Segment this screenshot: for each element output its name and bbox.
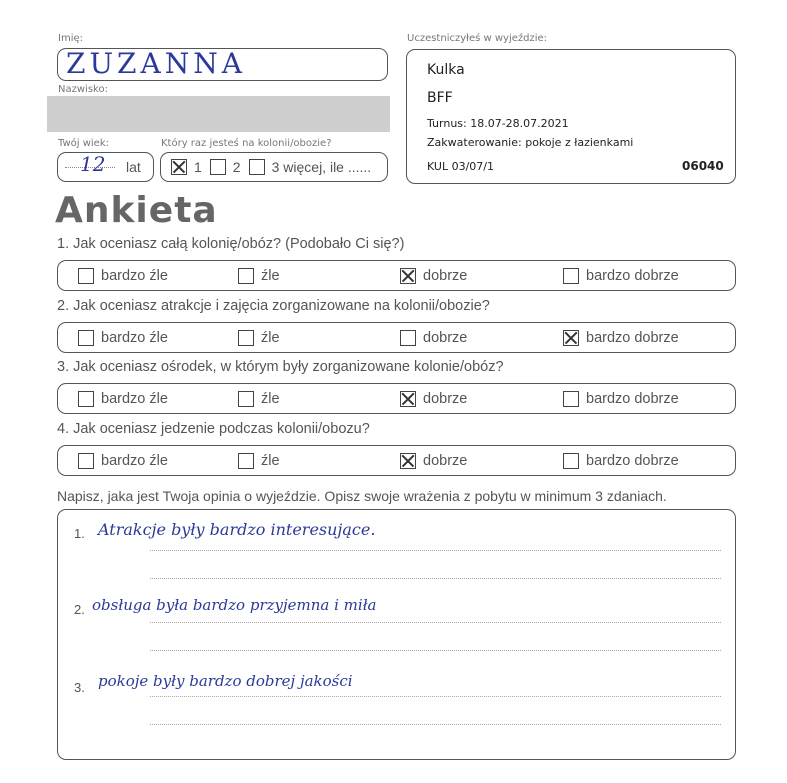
trip-group: BFF [427,90,453,106]
question-1-option-3[interactable] [400,259,467,293]
opinion-number-1: 1. [74,526,85,541]
checkbox[interactable] [78,268,94,284]
opinion-text-2: obsługa była bardzo przyjemna i miła [92,596,377,614]
camp-count-label: Który raz jesteś na kolonii/obozie? [161,138,332,149]
age-label: Twój wiek: [58,138,109,149]
question-2-option-1[interactable] [78,321,168,355]
option-label: bardzo dobrze [586,268,679,284]
question-4-options [57,445,736,476]
question-1-options [57,260,736,291]
option-label: źle [261,453,280,469]
option-label: bardzo dobrze [586,330,679,346]
checkbox[interactable] [78,330,94,346]
question-4-option-4[interactable] [563,444,679,478]
question-1-text: 1. Jak oceniasz całą kolonię/obóz? (Podobało Ci się?) [57,236,405,252]
question-3-option-2[interactable] [238,382,280,416]
surname-label: Nazwisko: [58,84,108,95]
trip-turnus: Turnus: 18.07-28.07.2021 [427,117,569,130]
checkbox[interactable] [563,268,579,284]
opinion-number-2: 2. [74,602,85,617]
surname-redaction [47,96,390,132]
question-2-option-3[interactable] [400,321,467,355]
option-label: bardzo źle [101,391,168,407]
checkbox[interactable] [238,391,254,407]
opinion-line [150,696,721,697]
question-1-option-4[interactable] [563,259,679,293]
question-3-option-1[interactable] [78,382,168,416]
question-3-option-4[interactable] [563,382,679,416]
opinion-text-3: pokoje były bardzo dobrej jakości [98,672,353,690]
option-label: dobrze [423,330,468,346]
camp-count-1-checkbox[interactable] [171,159,187,175]
opinion-line [150,724,721,725]
opinion-line [150,578,721,579]
camp-count-2-checkbox[interactable] [210,159,226,175]
opinion-box[interactable] [57,509,736,760]
camp-count-field [160,152,388,182]
name-field[interactable] [57,48,388,81]
question-3-option-3[interactable] [400,382,467,416]
trip-accommodation: Zakwaterowanie: pokoje z łazienkami [427,136,634,149]
option-label: bardzo źle [101,268,168,284]
page-title: Ankieta [55,190,218,231]
question-2-option-4[interactable] [563,321,679,355]
checkbox[interactable] [563,453,579,469]
age-field[interactable] [57,152,154,182]
checkbox[interactable] [238,453,254,469]
question-4-option-1[interactable] [78,444,168,478]
camp-count-3-label: 3 więcej, ile ...... [271,159,372,175]
checkbox[interactable] [78,453,94,469]
question-4-text: 4. Jak oceniasz jedzenie podczas kolonii/obozu? [57,421,370,437]
option-label: bardzo dobrze [586,453,679,469]
opinion-line [150,550,721,551]
checkbox[interactable] [400,268,416,284]
question-4-option-2[interactable] [238,444,280,478]
option-label: dobrze [423,391,468,407]
checkbox[interactable] [400,391,416,407]
question-3-text: 3. Jak oceniasz ośrodek, w którym były zorganizowane kolonie/obóz? [57,359,504,375]
checkbox[interactable] [400,330,416,346]
trip-name: Kulka [427,62,465,78]
name-value: ZUZANNA [66,47,246,80]
trip-number: 06040 [682,159,724,173]
opinion-prompt: Napisz, jaka jest Twoja opinia o wyjeździe. Opisz swoje wrażenia z pobytu w minimum 3 zdaniach. [57,488,667,504]
camp-count-3-checkbox[interactable] [249,159,265,175]
age-value: 12 [80,152,106,176]
option-label: źle [261,330,280,346]
opinion-line [150,622,721,623]
option-label: dobrze [423,268,468,284]
opinion-number-3: 3. [74,680,85,695]
question-3-options [57,383,736,414]
name-label: Imię: [58,33,83,44]
checkbox[interactable] [238,268,254,284]
checkbox[interactable] [78,391,94,407]
participant-label: Uczestniczyłeś w wyjeździe: [407,33,548,44]
checkbox[interactable] [563,391,579,407]
question-2-options [57,322,736,353]
trip-code: KUL 03/07/1 [427,160,494,173]
camp-count-1-label: 1 [194,159,202,175]
checkbox[interactable] [238,330,254,346]
question-1-option-2[interactable] [238,259,280,293]
option-label: dobrze [423,453,468,469]
opinion-text-1: Atrakcje były bardzo interesujące. [98,520,376,539]
option-label: bardzo dobrze [586,391,679,407]
question-4-option-3[interactable] [400,444,467,478]
trip-info-box [406,49,736,184]
opinion-line [150,650,721,651]
option-label: źle [261,391,280,407]
option-label: bardzo źle [101,453,168,469]
question-2-option-2[interactable] [238,321,280,355]
option-label: bardzo źle [101,330,168,346]
checkbox[interactable] [563,330,579,346]
question-1-option-1[interactable] [78,259,168,293]
option-label: źle [261,268,280,284]
checkbox[interactable] [400,453,416,469]
question-2-text: 2. Jak oceniasz atrakcje i zajęcia zorganizowane na kolonii/obozie? [57,298,490,314]
age-unit: lat [126,159,141,175]
camp-count-2-label: 2 [232,159,241,175]
